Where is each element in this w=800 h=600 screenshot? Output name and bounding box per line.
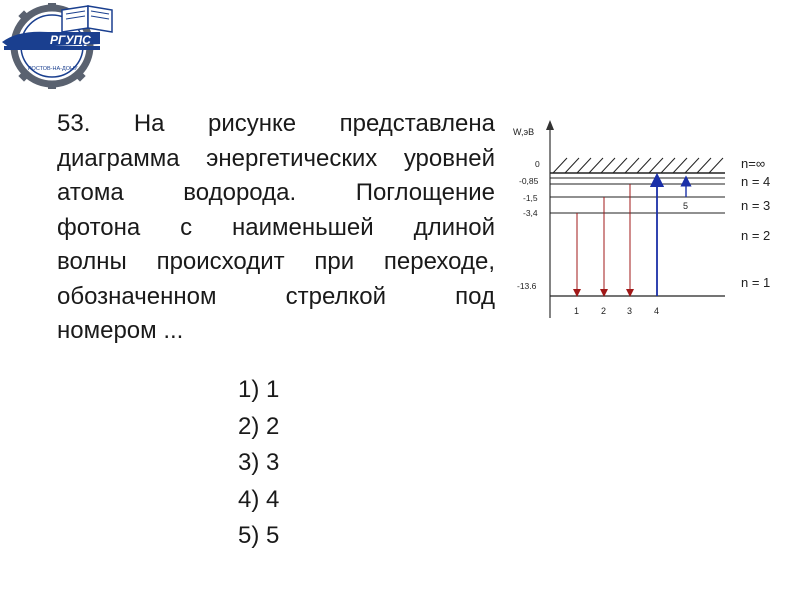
arrow-label: 4 bbox=[654, 306, 660, 316]
arrow-label: 1 bbox=[574, 306, 580, 316]
rgups-logo bbox=[0, 0, 118, 90]
question-line: номером ... bbox=[57, 317, 184, 344]
question-line: 53. На рисунке представлена bbox=[57, 110, 495, 137]
arrow-label: 2 bbox=[601, 306, 607, 316]
question-line: волны происходит при переходе, bbox=[57, 248, 495, 275]
answer-option-1[interactable]: 1) 1 bbox=[238, 376, 280, 403]
level-n-label: n = 3 bbox=[741, 198, 771, 213]
logo-ring-text: РОСТОВ-НА-ДОНУ bbox=[28, 66, 78, 72]
question-line: фотона с наименьшей длиной bbox=[57, 213, 495, 241]
question-line: диаграмма энергетических уровней bbox=[57, 144, 495, 172]
continuum-hatching bbox=[553, 158, 723, 173]
level-n-label: n = 2 bbox=[741, 228, 771, 243]
answer-option-4[interactable]: 4) 4 bbox=[238, 485, 280, 513]
question-line: обозначенном стрелкой под bbox=[57, 282, 495, 310]
energy-label: -1,5 bbox=[523, 193, 538, 203]
axis-label: W,эВ bbox=[513, 127, 535, 137]
book-icon bbox=[62, 6, 112, 32]
answer-list bbox=[238, 372, 279, 555]
level-n-label: n=∞ bbox=[741, 156, 766, 171]
level-n-label: n = 1 bbox=[741, 275, 771, 290]
energy-label: -0,85 bbox=[519, 176, 539, 186]
energy-level-diagram bbox=[505, 118, 795, 328]
axis-arrow-icon bbox=[546, 120, 554, 130]
energy-label: 0 bbox=[535, 159, 540, 169]
energy-label: -13.6 bbox=[517, 281, 537, 291]
logo-text: РГУПС bbox=[50, 33, 91, 47]
arrow-label: 5 bbox=[683, 201, 689, 211]
energy-label: -3,4 bbox=[523, 208, 538, 218]
answer-option-5[interactable]: 5) 5 bbox=[238, 522, 280, 549]
level-n-label: n = 4 bbox=[741, 174, 771, 189]
arrow-label: 3 bbox=[627, 306, 633, 316]
question-text bbox=[57, 107, 495, 349]
answer-option-2[interactable]: 2) 2 bbox=[238, 412, 280, 440]
question-line: атома водорода. Поглощение bbox=[57, 179, 495, 206]
answer-option-3[interactable]: 3) 3 bbox=[238, 449, 280, 476]
